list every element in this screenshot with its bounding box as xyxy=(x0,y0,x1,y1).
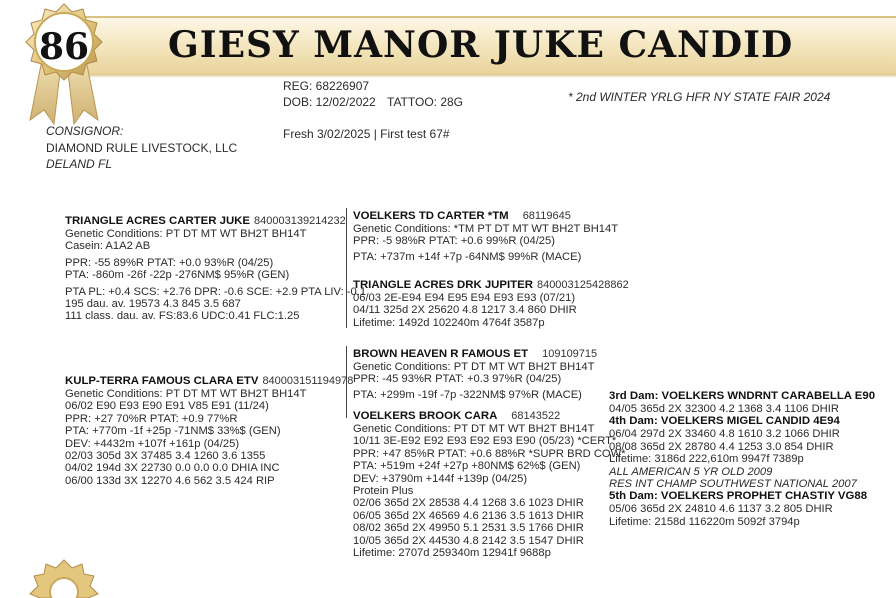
fourth-dam-line: 06/04 297d 2X 33460 4.8 1610 3.2 1066 DHIR xyxy=(609,428,840,441)
fifth-dam-name: VOELKERS PROPHET CHASTIY VG88 xyxy=(660,490,868,503)
fourth-dam-honor: RES INT CHAMP SOUTHWEST NATIONAL 2007 xyxy=(609,478,857,491)
dam-dam-line: 10/11 3E-E92 E92 E93 E92 E93 E90 (05/23) *CERT* xyxy=(353,435,617,448)
dam-dam-line: 02/06 365d 2X 28538 4.4 1268 3.6 1023 DHIR xyxy=(353,497,584,510)
fourth-dam-honor: ALL AMERICAN 5 YR OLD 2009 xyxy=(609,465,773,478)
fresh-info: Fresh 3/02/2025 | First test 67# xyxy=(283,127,450,141)
fourth-dam-line: Lifetime: 3186d 222,610m 9947f 7389p xyxy=(609,453,804,466)
lot-number: 86 xyxy=(38,26,90,68)
fourth-dam-line: 08/08 365d 2X 28780 4.4 1253 3.0 854 DHIR xyxy=(609,440,834,453)
sire-sire-line: PTA: +737m +14f +7p -64NM$ 99%R (MACE) xyxy=(353,250,582,263)
tattoo: TATTOO: 28G xyxy=(387,95,464,109)
dam-sire-name: BROWN HEAVEN R FAMOUS ET xyxy=(353,348,529,360)
dam-dam-line: Genetic Conditions: PT DT MT WT BH2T BH14T xyxy=(353,423,595,435)
reg-number: REG: 68226907 xyxy=(283,79,370,93)
dam-dam-line: DEV: +3790m +144f +139p (04/25) xyxy=(353,472,528,485)
dam-line: 06/00 133d 3X 12270 4.6 562 3.5 424 RIP xyxy=(65,474,275,487)
third-dam-line: 04/05 365d 2X 32300 4.2 1368 3.4 1106 DHIR xyxy=(609,403,839,415)
sire-line: PPR: -55 89%R PTAT: +0.0 93%R (04/25) xyxy=(65,256,274,269)
dam-sire-line: Genetic Conditions: PT DT MT WT BH2T BH14T xyxy=(353,361,595,373)
fifth-dam-label: 5th Dam: xyxy=(609,490,658,503)
dam-dam-line: Lifetime: 2707d 259340m 12941f 9688p xyxy=(353,547,551,560)
sire-sire-block xyxy=(353,210,618,263)
consignor-name: DIAMOND RULE LIVESTOCK, LLC xyxy=(46,141,238,155)
sire-dam-line: 04/11 325d 2X 25620 4.8 1217 3.4 860 DHIR xyxy=(353,304,577,317)
dam-line: Genetic Conditions: PT DT MT WT BH2T BH14T xyxy=(65,388,307,400)
dam-line: 06/02 E90 E93 E90 E91 V85 E91 (11/24) xyxy=(65,400,269,413)
sire-line: 195 dau. av. 19573 4.3 845 3.5 687 xyxy=(65,298,241,311)
sire-dam-line: 06/03 2E-E94 E94 E95 E94 E93 E93 (07/21) xyxy=(353,292,576,304)
dam-sire-line: PTA: +299m -19f -7p -322NM$ 97%R (MACE) xyxy=(353,388,582,401)
dob: DOB: 12/02/2022 xyxy=(283,95,376,109)
sire-dam-block xyxy=(353,279,629,329)
dam-line: 02/03 305d 3X 37485 3.4 1260 3.6 1355 xyxy=(65,450,266,463)
sire-sire-line: Genetic Conditions: *TM PT DT MT WT BH2T BH14T xyxy=(353,223,619,235)
dam-sire-block xyxy=(353,348,597,401)
fifth-dam-line: 05/06 365d 2X 24810 4.6 1137 3.2 805 DHIR xyxy=(609,503,833,516)
dam-sire-reg: 109109715 xyxy=(542,348,598,360)
dam-sire-line: PPR: -45 93%R PTAT: +0.3 97%R (04/25) xyxy=(353,373,562,386)
dam-dam-reg: 68143522 xyxy=(511,410,561,422)
fourth-dam-name: VOELKERS MIGEL CANDID 4E94 xyxy=(660,415,840,428)
ribbon-icon xyxy=(24,558,104,598)
dam-dam-block xyxy=(353,410,626,559)
third-dam-name: VOELKERS WNDRNT CARABELLA E90 xyxy=(661,390,876,402)
sire-line: PTA: -860m -26f -22p -276NM$ 95%R (GEN) xyxy=(65,269,290,282)
sire-reg: 840003139214232 xyxy=(254,215,346,227)
dam-name: KULP-TERRA FAMOUS CLARA ETV xyxy=(65,375,259,387)
dam-dam-line: 08/02 365d 2X 49950 5.1 2531 3.5 1766 DHIR xyxy=(353,522,584,535)
animal-name: GIESY MANOR JUKE CANDID xyxy=(168,24,794,66)
extended-pedigree xyxy=(609,390,875,528)
sire-sire-line: PPR: -5 98%R PTAT: +0.6 99%R (04/25) xyxy=(353,235,555,248)
sire-block xyxy=(65,215,366,323)
sire-dam-reg: 840003125428862 xyxy=(536,279,629,291)
sire-line: 111 class. dau. av. FS:83.6 UDC:0.41 FLC:1.25 xyxy=(65,310,300,323)
dam-line: PPR: +27 70%R PTAT: +0.9 77%R xyxy=(65,412,238,425)
sire-dam-line: Lifetime: 1492d 102240m 4764f 3587p xyxy=(353,316,545,329)
dam-reg: 840003151194978 xyxy=(262,375,354,387)
sire-dam-name: TRIANGLE ACRES DRK JUPITER xyxy=(353,279,533,291)
dam-line: 04/02 194d 3X 22730 0.0 0.0 0.0 DHIA INC xyxy=(65,462,280,475)
dam-dam-line: PPR: +47 85%R PTAT: +0.6 88%R *SUPR BRD COW* xyxy=(353,447,626,460)
dam-dam-name: VOELKERS BROOK CARA xyxy=(353,410,498,422)
sire-line: PTA PL: +0.4 SCS: +2.76 DPR: -0.6 SCE: +2.9 PTA LIV: -0.1 xyxy=(65,285,367,298)
sire-line: Genetic Conditions: PT DT MT WT BH2T BH14T xyxy=(65,228,307,240)
dam-dam-line: 10/05 365d 2X 44530 4.8 2142 3.5 1547 DHIR xyxy=(353,534,584,547)
sire-sire-name: VOELKERS TD CARTER *TM xyxy=(353,210,509,222)
sire-sire-reg: 68119645 xyxy=(522,210,571,222)
dam-dam-line: PTA: +519m +24f +27p +80NM$ 62%$ (GEN) xyxy=(353,460,581,473)
sire-name: TRIANGLE ACRES CARTER JUKE xyxy=(65,215,251,227)
dam-line: PTA: +770m -1f +25p -71NM$ 33%$ (GEN) xyxy=(65,425,281,438)
dam-dam-line: Protein Plus xyxy=(353,485,414,498)
fourth-dam-label: 4th Dam: xyxy=(609,415,658,428)
dam-line: DEV: +4432m +107f +161p (04/25) xyxy=(65,437,240,450)
consignor-label: CONSIGNOR: xyxy=(46,124,124,138)
consignor-location: DELAND FL xyxy=(46,157,113,171)
dam-block xyxy=(65,375,353,487)
award-note: * 2nd WINTER YRLG HFR NY STATE FAIR 2024 xyxy=(568,90,831,104)
sire-line: Casein: A1A2 AB xyxy=(65,240,151,253)
fifth-dam-line: Lifetime: 2158d 116220m 5092f 3794p xyxy=(609,515,800,528)
third-dam-label: 3rd Dam: xyxy=(609,390,659,402)
dam-dam-line: 06/05 365d 2X 46569 4.6 2136 3.5 1613 DHIR xyxy=(353,509,584,522)
